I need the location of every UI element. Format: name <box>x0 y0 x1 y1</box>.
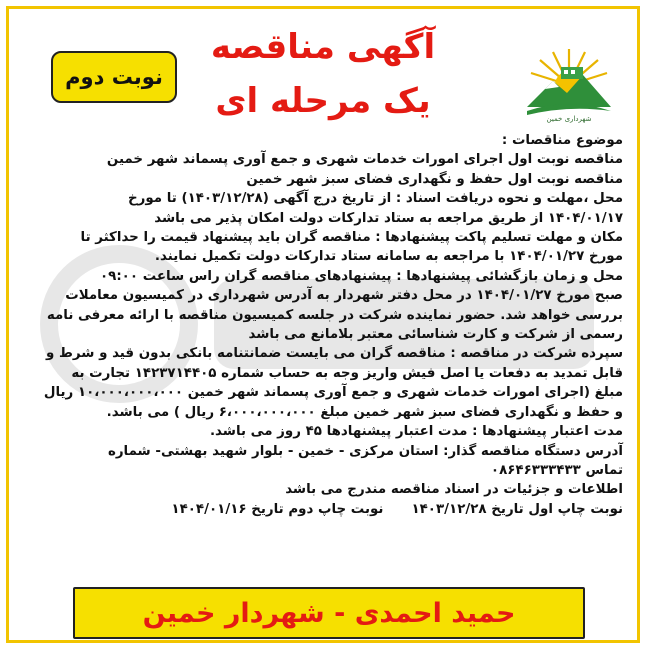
body-line: آدرس دستگاه مناقصه گذار: استان مرکزی - خمین - بلوار شهید بهشتی- شماره <box>107 443 623 459</box>
body-line: مناقصه نوبت اول اجرای امورات خدمات شهری و جمع آوری پسماند شهر خمین <box>106 152 623 168</box>
second-print-date: نوبت چاپ دوم تاریخ ۱۴۰۴/۰۱/۱۶ <box>171 501 384 517</box>
body-line: و حفظ و نگهداری فضای سبز شهر خمین مبلغ ۶،۰۰۰،۰۰۰،۰۰۰ ریال ) می باشد. <box>106 404 623 420</box>
body-line: سپرده شرکت در مناقصه : مناقصه گران می بایست ضمانتنامه بانکی بدون قید و شرط و <box>46 346 623 362</box>
notice-frame <box>6 6 640 643</box>
body-line: رسمی از شرکت و کارت شناسائی معتبر بلامانع می باشد <box>248 327 623 343</box>
body-line: محل و زمان بازگشائی پیشنهادها : پیشنهادهای مناقصه گران راس ساعت ۰۹:۰۰ <box>99 268 623 284</box>
body-line: مدت اعتبار پیشنهادها : مدت اعتبار پیشنهادها ۴۵ روز می باشد. <box>209 424 623 440</box>
notice-subtitle: یک مرحله ای <box>215 81 431 121</box>
body-line: صبح مورخ ۱۴۰۴/۰۱/۲۷ در محل دفتر شهردار به آدرس شهرداری در کمیسیون معاملات <box>65 288 623 304</box>
signature-banner: حمید احمدی - شهردار خمین <box>73 587 585 639</box>
body-line: تماس ۰۸۶۴۶۳۳۳۴۳۳ <box>490 462 623 478</box>
body-line: مورخ ۱۴۰۴/۰۱/۲۷ با مراجعه به سامانه ستاد تدارکات دولت تکمیل نمایند. <box>154 249 623 265</box>
print-dates <box>23 500 623 519</box>
body-line: ۱۴۰۴/۰۱/۱۷ از طریق مراجعه به ستاد تدارکات دولت امکان پذیر می باشد <box>154 210 623 226</box>
first-print-date: نوبت چاپ اول تاریخ ۱۴۰۳/۱۲/۲۸ <box>411 501 623 517</box>
body-line: مبلغ (اجرای امورات خدمات شهری و جمع آوری پسماند شهر خمین ۱۰،۰۰۰،۰۰۰،۰۰۰ ریال <box>43 385 623 401</box>
municipality-logo <box>523 45 615 123</box>
notice-title: آگهی مناقصه <box>210 27 436 67</box>
subject-heading: موضوع مناقصات : <box>501 133 623 148</box>
notice-header <box>9 9 637 129</box>
round-badge: نوبت دوم <box>51 51 177 103</box>
body-line: مکان و مهلت تسلیم پاکت پیشنهادها : مناقصه گران باید پیشنهاد قیمت را حداکثر تا <box>80 230 623 246</box>
body-line: محل ،مهلت و نحوه دریافت اسناد : از تاریخ درج آگهی (۱۴۰۳/۱۲/۲۸) تا مورخ <box>128 191 623 207</box>
body-line: مناقصه نوبت اول حفظ و نگهداری فضای سبز شهر خمین <box>246 171 623 187</box>
body-line: بررسی خواهد شد. حضور نماینده شرکت در جلسه کمیسیون مناقصه با ارائه معرفی نامه <box>46 307 623 323</box>
body-line: اطلاعات و جزئیات در اسناد مناقصه مندرج می باشد <box>285 482 623 498</box>
body-line: قابل تمدید به دفعات یا اصل فیش واریز وجه به حساب شماره ۱۴۲۳۷۱۴۴۰۵ تجارت به <box>71 365 623 381</box>
notice-body <box>23 131 623 519</box>
logo-text: شهرداری خمین <box>546 115 592 123</box>
